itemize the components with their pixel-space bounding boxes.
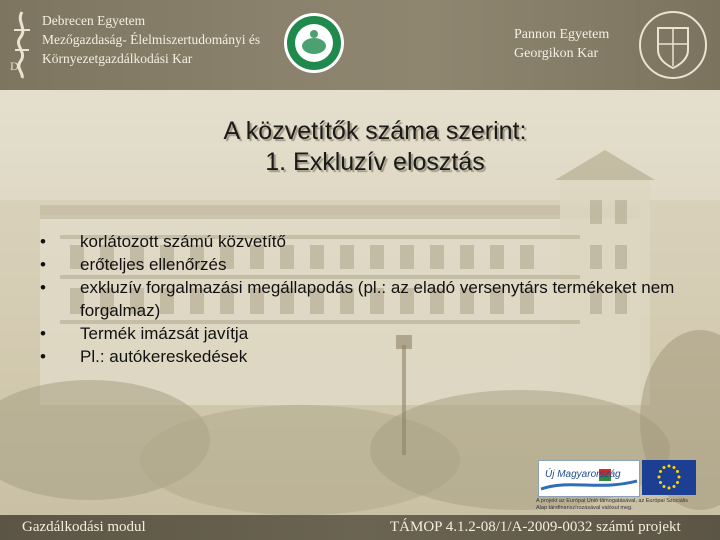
bullet-dot: • — [40, 324, 46, 343]
svg-text:D: D — [10, 59, 19, 73]
list-item — [40, 253, 680, 276]
georgikon-crest-logo — [636, 10, 710, 80]
slide-title-line-2: 1. Exkluzív elosztás — [265, 148, 485, 176]
debrecen-university-name — [42, 11, 260, 68]
bullet-dot: • — [40, 347, 46, 366]
header-right-line-1: Pannon Egyetem — [514, 27, 610, 42]
footer-module-name: Gazdálkodási modul — [22, 519, 146, 535]
eu-funding-caption: A projekt az Európai Unió támogatásával, az Európai Szociális Alap társfinanszírozásával valósul meg. — [536, 498, 688, 511]
header-left-line-1: Debrecen Egyetem — [42, 13, 146, 28]
list-item — [40, 345, 680, 368]
bullet-list — [40, 230, 680, 368]
bullet-text: erőteljes ellenőrzés — [80, 255, 227, 274]
list-item — [40, 276, 680, 322]
header-right-line-2: Georgikon Kar — [514, 46, 599, 61]
bullet-text: Pl.: autókereskedések — [80, 347, 248, 366]
bullet-text: Termék imázsát javítja — [80, 324, 249, 343]
uj-magyarorszag-text: Új Magyarország — [545, 469, 621, 480]
debrecen-university-logo — [6, 10, 38, 80]
list-item — [40, 322, 680, 345]
list-item — [40, 230, 680, 253]
bullet-text: exkluzív forgalmazási megállapodás (pl.: az eladó versenytárs termékeket nem forgalmaz) — [80, 278, 675, 320]
header-left-line-2: Mezőgazdaság- Élelmiszertudományi és — [42, 32, 261, 47]
faculty-seal-logo — [283, 12, 345, 74]
bullet-dot: • — [40, 232, 46, 251]
bullet-dot: • — [40, 255, 46, 274]
header-left-line-3: Környezetgazdálkodási Kar — [42, 51, 193, 66]
uj-magyarorszag-logo — [538, 460, 640, 497]
slide-title — [80, 116, 670, 178]
pannon-university-name — [514, 25, 609, 63]
slide-title-line-1: A közvetítők száma szerint: — [223, 117, 527, 145]
footer-project-id: TÁMOP 4.1.2-08/1/A-2009-0032 számú projekt — [390, 519, 681, 535]
eu-flag-logo — [642, 460, 696, 495]
bullet-dot: • — [40, 278, 46, 297]
bullet-text: korlátozott számú közvetítő — [80, 232, 286, 251]
